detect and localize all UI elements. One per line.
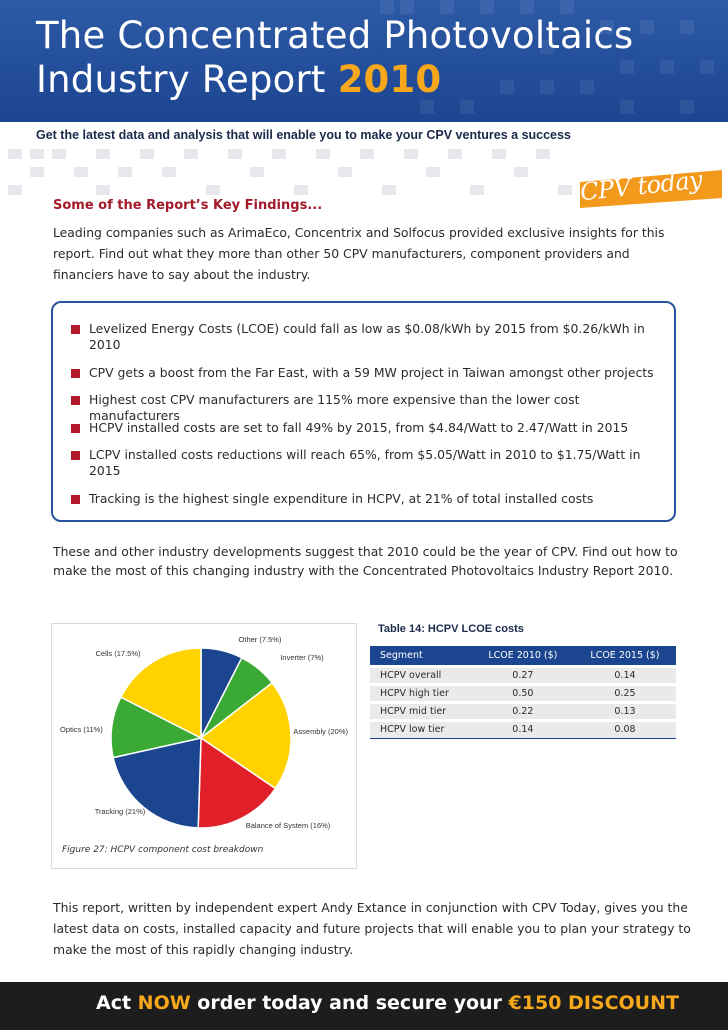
- report-author-paragraph: This report, written by independent expert Andy Extance in conjunction with CPV Today, gives you the latest data on costs, installed capacity and future projects that will enable you to plan your strategy to make the most of this rapidly changing industry.: [53, 900, 691, 957]
- pie-label: Inverter (7%): [280, 653, 324, 662]
- square-bullet-icon: [71, 424, 80, 433]
- cta-part-2: order today and secure your: [190, 992, 509, 1014]
- square-bullet-icon: [71, 369, 80, 378]
- table-cell: 0.14: [472, 720, 574, 738]
- table-cell: HCPV high tier: [370, 684, 472, 702]
- square-bullet-icon: [71, 495, 80, 504]
- pie-label: Optics (11%): [60, 725, 103, 734]
- title-line-1: The Concentrated Photovoltaics: [36, 14, 634, 57]
- pie-label: Other (7.5%): [238, 635, 282, 644]
- finding-text: LCPV installed costs reductions will reach 65%, from $5.05/Watt in 2010 to $1.75/Watt in 2015: [89, 447, 641, 478]
- table-cell: 0.50: [472, 684, 574, 702]
- cpv-today-logo: [576, 165, 726, 208]
- table-row: [370, 702, 676, 720]
- logo-text: CPV today: [578, 165, 704, 207]
- intro-paragraph: Leading companies such as ArimaEco, Concentrix and Solfocus provided exclusive insights for this report. Find out what they more than other 50 CPV manufacturers, component providers and financiers have to say about the industry.: [53, 225, 665, 282]
- key-findings-heading: Some of the Report’s Key Findings...: [53, 198, 323, 213]
- table-cell: 0.25: [574, 684, 676, 702]
- table-cell: 0.27: [472, 666, 574, 684]
- title-line-2: Industry Report: [36, 58, 338, 101]
- finding-text: Levelized Energy Costs (LCOE) could fall as low as $0.08/kWh by 2015 from $0.26/kWh in 2010: [89, 321, 645, 352]
- square-bullet-icon: [71, 396, 80, 405]
- pie-label: Tracking (21%): [94, 807, 146, 816]
- finding-item: [66, 420, 666, 436]
- table-cell: HCPV mid tier: [370, 702, 472, 720]
- table-cell: HCPV overall: [370, 666, 472, 684]
- call-to-action[interactable]: [96, 992, 679, 1014]
- table-row: [370, 720, 676, 738]
- cta-discount: €150 DISCOUNT: [508, 992, 679, 1014]
- header-lcoe-2010: LCOE 2010 ($): [472, 646, 574, 666]
- table-cell: 0.22: [472, 702, 574, 720]
- cta-part-1: Act: [96, 992, 138, 1014]
- finding-item: [66, 491, 666, 507]
- table-cell: 0.08: [574, 720, 676, 738]
- key-findings-box: [51, 301, 676, 522]
- table-header-row: [370, 646, 676, 666]
- pie-chart: [52, 624, 358, 839]
- report-title: [36, 14, 696, 102]
- header-banner: [0, 0, 728, 122]
- subtitle: Get the latest data and analysis that will enable you to make your CPV ventures a success: [36, 128, 571, 142]
- square-bullet-icon: [71, 325, 80, 334]
- square-bullet-icon: [71, 451, 80, 460]
- table-cell: 0.13: [574, 702, 676, 720]
- header-lcoe-2015: LCOE 2015 ($): [574, 646, 676, 666]
- industry-paragraph: These and other industry developments suggest that 2010 could be the year of CPV. Find out how to make the most of this changing industry with the Concentrated Photovoltaics Industry Report 2010.: [53, 544, 678, 578]
- finding-item: [66, 365, 666, 381]
- pie-chart-panel: [51, 623, 357, 869]
- figure-caption: Figure 27: HCPV component cost breakdown: [62, 845, 264, 855]
- finding-item: [66, 321, 666, 353]
- table-title: Table 14: HCPV LCOE costs: [378, 623, 524, 635]
- lcoe-table: [370, 646, 676, 739]
- table-row: [370, 666, 676, 684]
- pie-label: Assembly (20%): [293, 727, 348, 736]
- table-cell: HCPV low tier: [370, 720, 472, 738]
- footer-banner: [0, 982, 728, 1030]
- pie-label: Balance of System (16%): [245, 821, 331, 830]
- header-segment: Segment: [370, 646, 472, 666]
- finding-text: CPV gets a boost from the Far East, with a 59 MW project in Taiwan amongst other projects: [89, 365, 654, 380]
- finding-item: [66, 447, 666, 479]
- finding-text: HCPV installed costs are set to fall 49% by 2015, from $4.84/Watt to 2.47/Watt in 2015: [89, 420, 629, 435]
- finding-text: Tracking is the highest single expenditure in HCPV, at 21% of total installed costs: [89, 491, 594, 506]
- table-cell: 0.14: [574, 666, 676, 684]
- finding-text: Highest cost CPV manufacturers are 115% more expensive than the lower cost manufacturers: [89, 392, 580, 423]
- pie-label: Cells (17.5%): [95, 649, 141, 658]
- title-year: 2010: [337, 58, 442, 101]
- table-row: [370, 684, 676, 702]
- cta-now: NOW: [137, 992, 191, 1014]
